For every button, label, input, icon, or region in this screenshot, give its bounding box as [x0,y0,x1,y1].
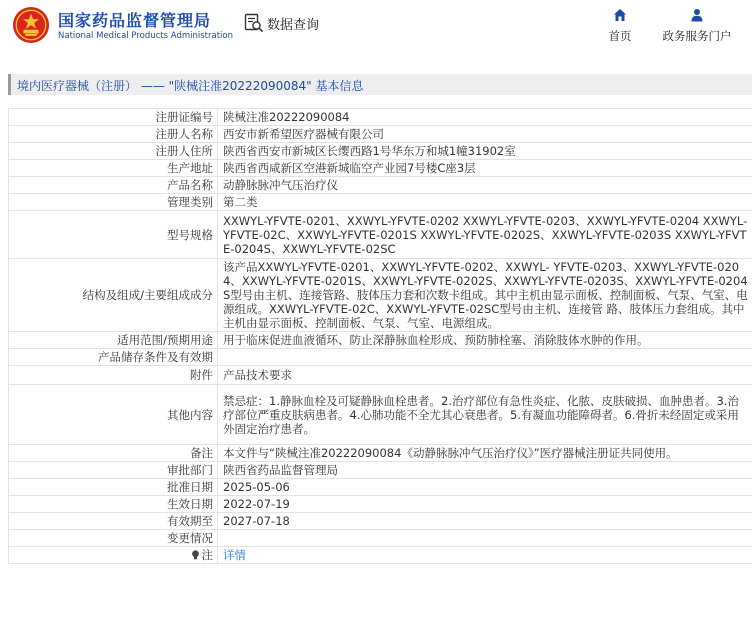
field-label: 型号规格 [9,211,218,259]
nav-home[interactable] [606,8,634,44]
table-row [9,211,752,259]
table-row [9,513,752,530]
table-row [9,445,752,462]
table-row [9,143,752,160]
national-emblem-logo[interactable] [12,6,50,44]
note-label-cell [9,547,218,564]
field-value: 禁忌症：1.静脉血栓及可疑静脉血栓患者。2.治疗部位有急性炎症、化脓、皮肤破损、血肿患者。3.治疗部位严重皮肤病患者。4.心肺功能不全尤其心衰患者。5.有凝血功能障碍者。6.骨折未经固定或采用外固定治疗患者。 [218,385,752,445]
site-name-en[interactable]: National Medical Products Administration [58,31,233,41]
field-label: 批准日期 [9,479,218,496]
table-row [9,332,752,349]
field-value: 该产品XXWYL-YFVTE-0201、XXWYL-YFVTE-0202、XXWYL- YFVTE-0203、XXWYL-YFVTE-0204、XXWYL-YFVTE-0201S、XXWYL-YFVTE-0202S、XXWYL-YFVTE-0203S、XXWYL-YFVTE-0204S型号由主机、连接管路、肢体压力套和次数卡组成。其中主机由显示面板、控制面板、气泵、气室、电源组成。XXWYL-YFVTE-02C、XXWYL-YFVTE-02SC型号由主机、连接管 路、肢体压力套组成。其中主机由显示面板、控制面板、气泵、气室、电源组成。 [218,259,752,332]
table-row [9,366,752,385]
table-row [9,385,752,445]
field-value: 陕西省西安市新城区长缨西路1号华东万和城1幢31902室 [218,143,752,160]
field-label: 其他内容 [9,385,218,445]
field-label: 生效日期 [9,496,218,513]
data-query-link[interactable] [244,12,319,34]
field-value: 2022-07-19 [218,496,752,513]
field-value: 2025-05-06 [218,479,752,496]
nav-service-portal[interactable] [658,8,736,44]
data-query-label: 数据查询 [267,17,320,33]
field-label: 审批部门 [9,462,218,479]
lightbulb-icon [191,550,200,560]
field-value: 陕械注准20222090084 [218,109,752,126]
section-title: 境内医疗器械（注册） —— "陕械注准20222090084" 基本信息 [17,79,364,93]
field-value: 第二类 [218,194,752,211]
table-row [9,547,752,564]
table-row [9,530,752,547]
table-row [9,177,752,194]
field-label: 生产地址 [9,160,218,177]
field-label: 注册人住所 [9,143,218,160]
table-row [9,109,752,126]
field-value: 动静脉脉冲气压治疗仪 [218,177,752,194]
field-label: 适用范围/预期用途 [9,332,218,349]
field-label: 产品名称 [9,177,218,194]
table-row [9,194,752,211]
site-name-cn[interactable]: 国家药品监督管理局 [58,11,212,30]
field-value-cell [218,547,752,564]
site-header [0,0,752,56]
field-value: 产品技术要求 [218,366,752,385]
registration-detail-table [8,108,752,564]
data-search-icon [244,13,264,33]
table-row [9,349,752,366]
field-label: 注 [201,548,213,562]
service-portal-icon [690,8,704,22]
details-link[interactable]: 详情 [223,548,246,562]
table-row [9,160,752,177]
field-label: 结构及组成/主要组成成分 [9,259,218,332]
field-label: 注册证编号 [9,109,218,126]
field-value [218,349,752,366]
field-value: 陕西省西咸新区空港新城临空产业园7号楼C座3层 [218,160,752,177]
field-label: 管理类别 [9,194,218,211]
table-row [9,462,752,479]
field-label: 产品储存条件及有效期 [9,349,218,366]
nav-home-label: 首页 [608,29,632,43]
field-value: 用于临床促进血液循环、防止深静脉血栓形成、预防肺栓塞、消除肢体水肿的作用。 [218,332,752,349]
home-icon [613,8,627,22]
field-label: 注册人名称 [9,126,218,143]
table-row [9,479,752,496]
field-value [218,530,752,547]
field-value: 西安市新希望医疗器械有限公司 [218,126,752,143]
field-label: 附件 [9,366,218,385]
table-row [9,496,752,513]
table-row [9,259,752,332]
field-value: 2027-07-18 [218,513,752,530]
table-row [9,126,752,143]
nav-service-portal-label: 政务服务门户 [662,29,732,43]
field-label: 有效期至 [9,513,218,530]
field-value: 本文件与“陕械注准20222090084《动静脉脉冲气压治疗仪》”医疗器械注册证共同使用。 [218,445,752,462]
field-value: 陕西省药品监督管理局 [218,462,752,479]
section-title-bar [8,74,752,95]
field-label: 变更情况 [9,530,218,547]
field-value: XXWYL-YFVTE-0201、XXWYL-YFVTE-0202 XXWYL-YFVTE-0203、XXWYL-YFVTE-0204 XXWYL-YFVTE-02C、XXWYL-YFVTE-0201S XXWYL-YFVTE-0202S、XXWYL-YFVTE-0203S XXWYL-YFVTE-0204S、XXWYL-YFVTE-02SC [218,211,752,259]
field-label: 备注 [9,445,218,462]
